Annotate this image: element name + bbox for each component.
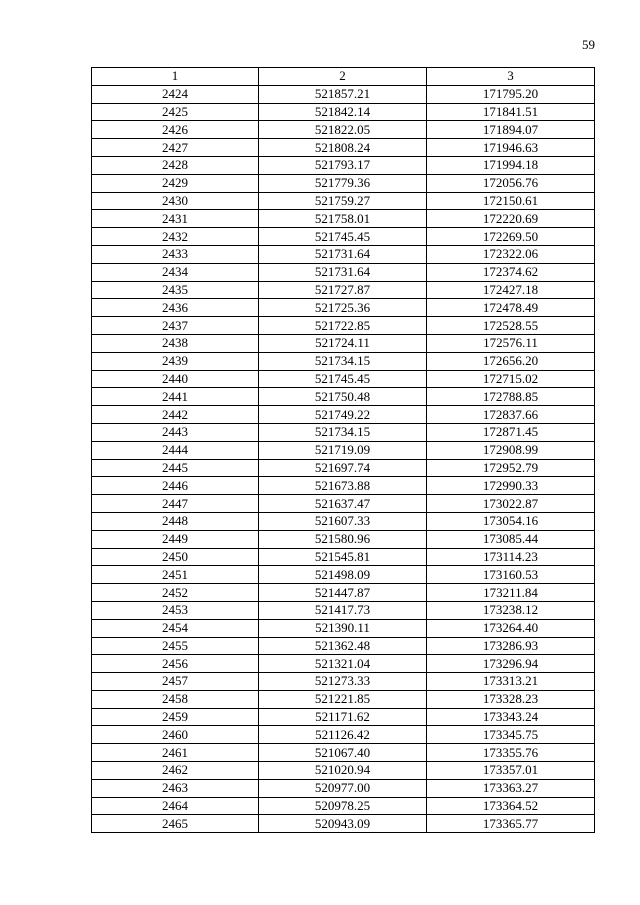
- table-row: [92, 299, 595, 317]
- table-row: [92, 690, 595, 708]
- table-row: [92, 388, 595, 406]
- table-cell: 172576.11: [427, 334, 595, 352]
- table-cell: 521171.62: [259, 708, 427, 726]
- table-cell: 2464: [92, 797, 259, 815]
- table-cell: 2438: [92, 334, 259, 352]
- table-cell: 521221.85: [259, 690, 427, 708]
- table-cell: 2460: [92, 726, 259, 744]
- table-cell: 521724.11: [259, 334, 427, 352]
- table-cell: 521745.45: [259, 228, 427, 246]
- table-row: [92, 744, 595, 762]
- table-cell: 2442: [92, 406, 259, 424]
- table-cell: 171946.63: [427, 139, 595, 157]
- table-cell: 2459: [92, 708, 259, 726]
- table-cell: 521734.15: [259, 352, 427, 370]
- table-cell: 173345.75: [427, 726, 595, 744]
- table-cell: 2437: [92, 317, 259, 335]
- table-cell: 173022.87: [427, 495, 595, 513]
- table-cell: 172871.45: [427, 423, 595, 441]
- table-cell: 521731.64: [259, 263, 427, 281]
- table-cell: 2462: [92, 762, 259, 780]
- table-cell: 521793.17: [259, 156, 427, 174]
- table-cell: 2434: [92, 263, 259, 281]
- table-row: [92, 121, 595, 139]
- table-cell: 2435: [92, 281, 259, 299]
- table-cell: 172427.18: [427, 281, 595, 299]
- table-cell: 521498.09: [259, 566, 427, 584]
- table-row: [92, 228, 595, 246]
- column-header: 2: [259, 68, 427, 86]
- table-cell: 2424: [92, 85, 259, 103]
- table-cell: 521273.33: [259, 673, 427, 691]
- table-cell: 2451: [92, 566, 259, 584]
- table-cell: 521447.87: [259, 584, 427, 602]
- table-cell: 2426: [92, 121, 259, 139]
- table-cell: 2461: [92, 744, 259, 762]
- table-cell: 171994.18: [427, 156, 595, 174]
- table-cell: 521607.33: [259, 512, 427, 530]
- table-row: [92, 317, 595, 335]
- table-row: [92, 762, 595, 780]
- table-cell: 521719.09: [259, 441, 427, 459]
- table-row: [92, 139, 595, 157]
- table-cell: 171841.51: [427, 103, 595, 121]
- table-row: [92, 459, 595, 477]
- table-row: [92, 655, 595, 673]
- table-row: [92, 815, 595, 833]
- table-cell: 521842.14: [259, 103, 427, 121]
- table-cell: 2465: [92, 815, 259, 833]
- table-cell: 173264.40: [427, 619, 595, 637]
- table-cell: 2433: [92, 245, 259, 263]
- table-cell: 2463: [92, 779, 259, 797]
- table-cell: 2439: [92, 352, 259, 370]
- table-cell: 2431: [92, 210, 259, 228]
- table-cell: 521758.01: [259, 210, 427, 228]
- table-cell: 2446: [92, 477, 259, 495]
- table-cell: 521734.15: [259, 423, 427, 441]
- table-row: [92, 566, 595, 584]
- table-cell: 173364.52: [427, 797, 595, 815]
- table-row: [92, 726, 595, 744]
- table-header-row: [92, 68, 595, 86]
- table-cell: 173355.76: [427, 744, 595, 762]
- table-cell: 173357.01: [427, 762, 595, 780]
- table-cell: 2441: [92, 388, 259, 406]
- table-cell: 521779.36: [259, 174, 427, 192]
- table-cell: 521417.73: [259, 601, 427, 619]
- table-cell: 520977.00: [259, 779, 427, 797]
- table-cell: 2425: [92, 103, 259, 121]
- table-row: [92, 192, 595, 210]
- table-row: [92, 281, 595, 299]
- table-cell: 172374.62: [427, 263, 595, 281]
- table-cell: 2450: [92, 548, 259, 566]
- table-cell: 521722.85: [259, 317, 427, 335]
- table-cell: 2458: [92, 690, 259, 708]
- table-cell: 173054.16: [427, 512, 595, 530]
- table-row: [92, 708, 595, 726]
- table-row: [92, 477, 595, 495]
- table-cell: 172478.49: [427, 299, 595, 317]
- table-cell: 521857.21: [259, 85, 427, 103]
- table-cell: 2449: [92, 530, 259, 548]
- table-cell: 521545.81: [259, 548, 427, 566]
- table-cell: 521727.87: [259, 281, 427, 299]
- table-row: [92, 85, 595, 103]
- table-cell: 171894.07: [427, 121, 595, 139]
- table-cell: 521673.88: [259, 477, 427, 495]
- table-cell: 521745.45: [259, 370, 427, 388]
- table-cell: 521759.27: [259, 192, 427, 210]
- table-row: [92, 352, 595, 370]
- table-cell: 172322.06: [427, 245, 595, 263]
- table-cell: 171795.20: [427, 85, 595, 103]
- table-cell: 521697.74: [259, 459, 427, 477]
- table-cell: 2448: [92, 512, 259, 530]
- table-cell: 172656.20: [427, 352, 595, 370]
- table-row: [92, 156, 595, 174]
- table-cell: 520978.25: [259, 797, 427, 815]
- table-cell: 2454: [92, 619, 259, 637]
- table-cell: 173343.24: [427, 708, 595, 726]
- table-cell: 2432: [92, 228, 259, 246]
- table-row: [92, 637, 595, 655]
- table-cell: 521637.47: [259, 495, 427, 513]
- table-row: [92, 174, 595, 192]
- table-cell: 173296.94: [427, 655, 595, 673]
- table-cell: 2443: [92, 423, 259, 441]
- table-row: [92, 334, 595, 352]
- table-cell: 173313.21: [427, 673, 595, 691]
- column-header: 1: [92, 68, 259, 86]
- table-cell: 172150.61: [427, 192, 595, 210]
- table-cell: 521020.94: [259, 762, 427, 780]
- table-row: [92, 797, 595, 815]
- table-row: [92, 263, 595, 281]
- table-cell: 521321.04: [259, 655, 427, 673]
- table-row: [92, 548, 595, 566]
- table-cell: 172908.99: [427, 441, 595, 459]
- table-row: [92, 673, 595, 691]
- table-cell: 521749.22: [259, 406, 427, 424]
- table-cell: 173114.23: [427, 548, 595, 566]
- table-row: [92, 530, 595, 548]
- table-row: [92, 512, 595, 530]
- table-row: [92, 210, 595, 228]
- table-cell: 2447: [92, 495, 259, 513]
- table-cell: 521580.96: [259, 530, 427, 548]
- table-cell: 521822.05: [259, 121, 427, 139]
- table-cell: 521731.64: [259, 245, 427, 263]
- table-row: [92, 406, 595, 424]
- table-cell: 2428: [92, 156, 259, 174]
- table-cell: 521750.48: [259, 388, 427, 406]
- table-cell: 521725.36: [259, 299, 427, 317]
- table-cell: 172269.50: [427, 228, 595, 246]
- table-cell: 520943.09: [259, 815, 427, 833]
- table-cell: 172952.79: [427, 459, 595, 477]
- table-cell: 173328.23: [427, 690, 595, 708]
- page-number: 59: [582, 37, 595, 52]
- table-cell: 2452: [92, 584, 259, 602]
- table-row: [92, 584, 595, 602]
- table-cell: 2456: [92, 655, 259, 673]
- table-cell: 2455: [92, 637, 259, 655]
- table-row: [92, 245, 595, 263]
- table-cell: 172220.69: [427, 210, 595, 228]
- table-cell: 172056.76: [427, 174, 595, 192]
- table-cell: 173238.12: [427, 601, 595, 619]
- table-cell: 2444: [92, 441, 259, 459]
- table-cell: 2440: [92, 370, 259, 388]
- table-cell: 173211.84: [427, 584, 595, 602]
- table-cell: 2445: [92, 459, 259, 477]
- table-cell: 172990.33: [427, 477, 595, 495]
- coordinates-table: [91, 67, 595, 833]
- table-cell: 521390.11: [259, 619, 427, 637]
- table-cell: 173363.27: [427, 779, 595, 797]
- table-row: [92, 441, 595, 459]
- table-cell: 173160.53: [427, 566, 595, 584]
- table-cell: 521067.40: [259, 744, 427, 762]
- table-row: [92, 619, 595, 637]
- table-cell: 2453: [92, 601, 259, 619]
- table-cell: 172788.85: [427, 388, 595, 406]
- table-cell: 172715.02: [427, 370, 595, 388]
- table-cell: 2436: [92, 299, 259, 317]
- table-cell: 2429: [92, 174, 259, 192]
- table-row: [92, 601, 595, 619]
- table-cell: 173286.93: [427, 637, 595, 655]
- table-cell: 521126.42: [259, 726, 427, 744]
- table-cell: 2430: [92, 192, 259, 210]
- table-row: [92, 370, 595, 388]
- table-row: [92, 103, 595, 121]
- table-cell: 2457: [92, 673, 259, 691]
- table-cell: 172837.66: [427, 406, 595, 424]
- table-cell: 172528.55: [427, 317, 595, 335]
- table-row: [92, 779, 595, 797]
- table-body: [92, 85, 595, 832]
- table-cell: 521362.48: [259, 637, 427, 655]
- table-row: [92, 495, 595, 513]
- table-cell: 521808.24: [259, 139, 427, 157]
- table-cell: 2427: [92, 139, 259, 157]
- table-row: [92, 423, 595, 441]
- table-cell: 173365.77: [427, 815, 595, 833]
- column-header: 3: [427, 68, 595, 86]
- table-cell: 173085.44: [427, 530, 595, 548]
